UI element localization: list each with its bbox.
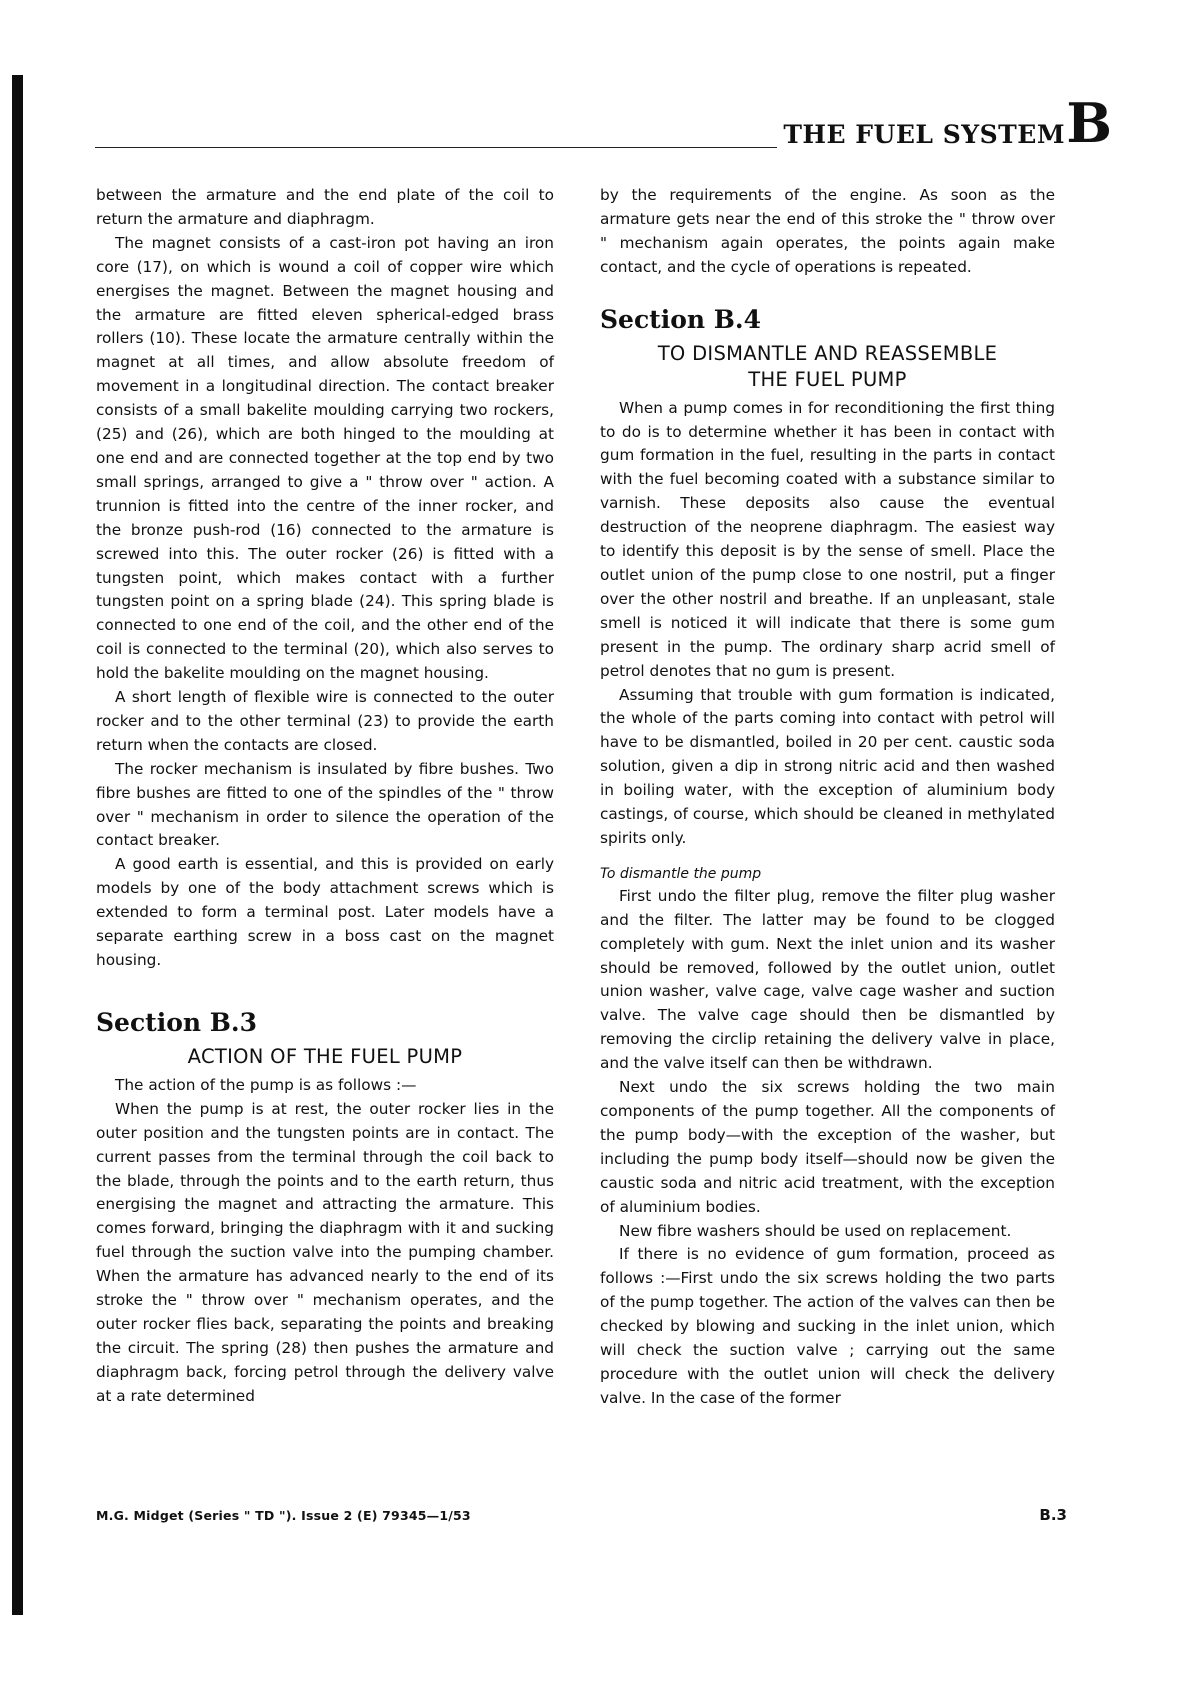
- section-heading-b4: Section B.4: [600, 304, 762, 334]
- page-number: B.3: [1039, 1506, 1067, 1524]
- section-subheading-b4-line2: THE FUEL PUMP: [748, 367, 907, 391]
- left-column: [96, 184, 554, 1409]
- paragraph: If there is no evidence of gum formation, proceed as follows :—First undo the six screws holding the two parts of the pump together. The action of the valves can then be checked by blowing and sucking in the inlet union, which will check the suction valve ; carrying out the same procedure with the outlet union will check the delivery valve. In the case of the former: [600, 1245, 1055, 1407]
- paragraph: The rocker mechanism is insulated by fibre bushes. Two fibre bushes are fitted to one of the spindles of the " throw over " mechanism in order to silence the operation of the contact breaker.: [96, 759, 554, 850]
- chapter-letter: B: [1066, 91, 1112, 155]
- right-column: [600, 184, 1055, 1411]
- paragraph: Assuming that trouble with gum formation is indicated, the whole of the parts coming into contact with petrol will have to be dismantled, boiled in 20 per cent. caustic soda solution, given a dip in strong nitric acid and then washed in boiling water, with the exception of aluminium body castings, of course, which should be cleaned in methylated spirits only.: [600, 685, 1055, 847]
- dismantle-subheading: To dismantle the pump: [600, 865, 762, 882]
- section-heading-b3: Section B.3: [96, 1007, 258, 1037]
- paragraph: The magnet consists of a cast-iron pot having an iron core (17), on which is wound a coil of copper wire which energises the magnet. Between the magnet housing and the armature are fitted eleven spherical-edged brass rollers (10). These locate the armature centrally within the magnet at all times, and allow absolute freedom of movement in a longitudinal direction. The contact breaker consists of a small bakelite moulding carrying two rockers, (25) and (26), which are both hinged to the moulding at one end and are connected together at the top end by two small springs, arranged to give a " throw over " action. A trunnion is fitted into the centre of the inner rocker, and the bronze push-rod (16) connected to the armature is screwed into this. The outer rocker (26) is fitted with a tungsten point, which makes contact with a further tungsten point on a spring blade (24). This spring blade is connected to one end of the coil, and the other end of the coil is connected to the terminal (20), which also serves to hold the bakelite moulding on the magnet housing.: [96, 233, 554, 683]
- paragraph: The action of the pump is as follows :—: [115, 1075, 417, 1094]
- paragraph: between the armature and the end plate of the coil to return the armature and diaphragm.: [96, 186, 554, 228]
- footer-publication-info: M.G. Midget (Series " TD "). Issue 2 (E) 79345—1/53: [96, 1508, 471, 1523]
- paragraph: First undo the filter plug, remove the filter plug washer and the filter. The latter may be found to be clogged completely with gum. Next the inlet union and its washer should be removed, followed by the outlet union, outlet union washer, valve cage, valve cage washer and suction valve. The valve cage should then be dismantled by removing the circlip retaining the delivery valve in place, and the valve itself can then be withdrawn.: [600, 886, 1055, 1073]
- paragraph: A short length of flexible wire is connected to the outer rocker and to the other terminal (23) to provide the earth return when the contacts are closed.: [96, 688, 554, 754]
- paragraph: A good earth is essential, and this is provided on early models by one of the body attachment screws which is extended to form a terminal post. Later models have a separate earthing screw in a boss cast on the magnet housing.: [96, 855, 554, 969]
- page-binding-bar: [12, 75, 23, 1615]
- paragraph: When a pump comes in for reconditioning the first thing to do is to determine whether it has been in contact with gum formation in the fuel, resulting in the parts in contact with the fuel becoming coated with a substance similar to varnish. These deposits also cause the eventual destruction of the neoprene diaphragm. The easiest way to identify this deposit is by the sense of smell. Place the outlet union of the pump close to one nostril, put a finger over the other nostril and breathe. If an unpleasant, stale smell is noticed it will indicate that there is some gum present in the pump. The ordinary sharp acrid smell of petrol denotes that no gum is present.: [600, 398, 1055, 680]
- paragraph: When the pump is at rest, the outer rocker lies in the outer position and the tungsten points are in contact. The current passes from the terminal through the coil back to the blade, through the points and to the earth return, thus energising the magnet and attracting the armature. This comes forward, bringing the diaphragm with it and sucking fuel through the suction valve into the pumping chamber. When the armature has advanced nearly to the end of its stroke the " throw over " mechanism operates, and the outer rocker flies back, separating the points and breaking the circuit. The spring (28) then pushes the armature and diaphragm back, forcing petrol through the delivery valve at a rate determined: [96, 1099, 554, 1405]
- paragraph: Next undo the six screws holding the two main components of the pump together. All the components of the pump body—with the exception of the washer, but including the pump body itself—should now be given the caustic soda and nitric acid treatment, with the exception of aluminium bodies.: [600, 1078, 1055, 1216]
- section-subheading-b4-line1: TO DISMANTLE AND REASSEMBLE: [657, 341, 998, 365]
- paragraph: New fibre washers should be used on replacement.: [619, 1221, 1012, 1240]
- chapter-title: THE FUEL SYSTEM: [777, 120, 1065, 150]
- section-subheading-b3: ACTION OF THE FUEL PUMP: [187, 1044, 463, 1068]
- paragraph: by the requirements of the engine. As soon as the armature gets near the end of this stroke the " throw over " mechanism again operates, the points again make contact, and the cycle of operations is repeated.: [600, 186, 1055, 276]
